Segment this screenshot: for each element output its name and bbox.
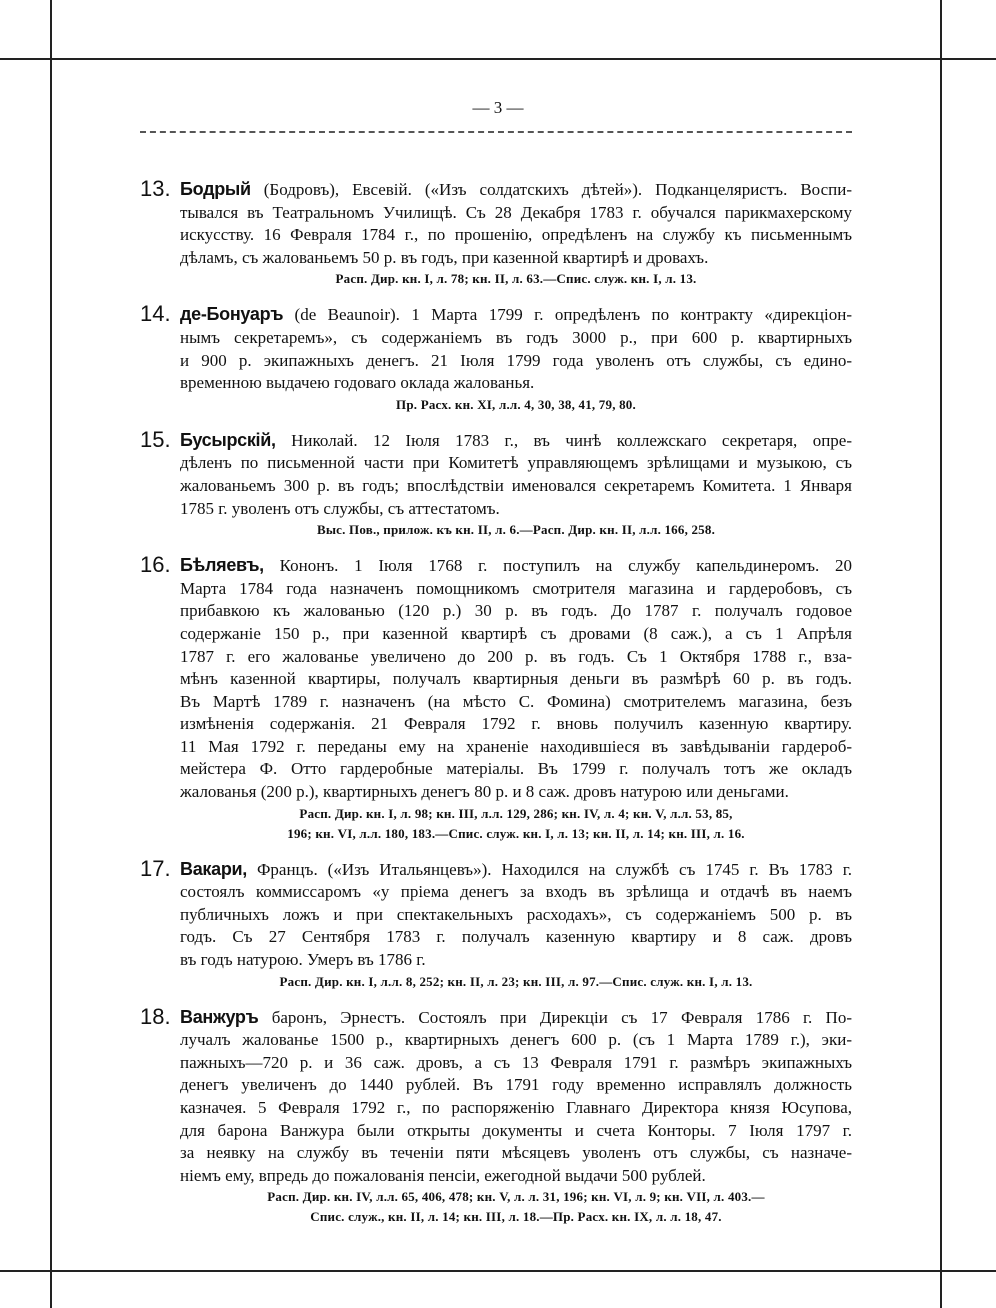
- biography-entry: [140, 855, 852, 992]
- entry-number: 14.: [140, 301, 171, 327]
- entry-line: [180, 858, 852, 882]
- entry-line: казначея. 5 Февраля 1792 г., по распоряженію Главнаго Директора князя Юсупова,: [180, 1098, 852, 1117]
- entry-line: [180, 1006, 852, 1030]
- entry-text: Францъ. («Изъ Итальянцевъ»). Находился на службѣ съ 1745 г. Въ 1783 г.: [247, 859, 852, 879]
- entry-line: жалованья (200 р.), квартирныхъ денегъ 80 р. и 8 саж. дровъ натурою или деньгами.: [180, 782, 789, 802]
- header-rule: [140, 131, 852, 136]
- page-number: — 3 —: [472, 98, 524, 117]
- entry-line: содержаніе 150 р., при казенной квартирѣ съ дровами (8 саж.), а съ 1 Апрѣля: [180, 623, 852, 643]
- entry-text: Николай. 12 Іюля 1783 г., въ чинѣ коллежскаго секретаря, опре-: [275, 430, 852, 450]
- source-reference: 196; кн. VI, л.л. 180, 183.—Спис. служ. кн. I, л. 13; кн. II, л. 14; кн. III, л. 16.: [287, 825, 745, 841]
- entry-number: 17.: [140, 855, 171, 881]
- document-body: [140, 178, 852, 1241]
- entry-line: годъ. Съ 27 Сентября 1783 г. получалъ казенную квартиру и 8 саж. дровъ: [180, 927, 852, 947]
- entry-line: 11 Мая 1792 г. переданы ему на храненіе находившіеся въ завѣдываніи гардероб-: [180, 736, 852, 756]
- entry-line: Въ Мартѣ 1789 г. назначенъ (на мѣсто С. Фомина) смотрителемъ магазина, безъ: [180, 691, 852, 711]
- entry-line: денегъ увеличенъ до 1440 рублей. Въ 1791 году временно исправлялъ должность: [180, 1075, 852, 1095]
- entry-line: искусству. 16 Февраля 1784 г., по прошенію, опредѣленъ на службу къ письменнымъ: [180, 225, 852, 245]
- source-reference: Пр. Расх. кн. XI, л.л. 4, 30, 38, 41, 79, 80.: [396, 396, 636, 412]
- source-reference: Расп. Дир. кн. I, л. 98; кн. III, л.л. 129, 286; кн. IV, л. 4; кн. V, л.л. 53, 85,: [299, 805, 733, 821]
- entry-name: де-Бонуаръ: [180, 304, 284, 325]
- entry-line: въ годъ натурою. Умеръ въ 1786 г.: [180, 950, 426, 970]
- entry-number: 18.: [140, 1003, 171, 1029]
- entry-line: Марта 1784 года назначенъ помощникомъ смотрителя магазина и гардеробовъ, съ: [180, 578, 852, 598]
- entry-text: (Бодровъ), Евсевій. («Изъ солдатскихъ дѣтей»). Подканцеляристъ. Воспи-: [250, 180, 852, 199]
- entry-number: 13.: [140, 176, 171, 201]
- entry-line: публичныхъ ложъ и при спектакельныхъ расходахъ», съ содержаніемъ 500 р. въ: [180, 904, 852, 924]
- entry-line: пажныхъ—720 р. и 36 саж. дровъ, а съ 13 Февраля 1791 г. размѣръ экипажныхъ: [180, 1052, 852, 1072]
- entry-line: состоялъ коммиссаромъ «у пріема денегъ за входъ въ зрѣлища и отдачѣ въ наемъ: [180, 882, 852, 902]
- entry-line: за неявку на службу въ теченіи пяти мѣсяцевъ уволенъ отъ службы, съ назначе-: [180, 1143, 852, 1163]
- right-border-line: [940, 0, 942, 1308]
- entry-line: [180, 178, 852, 202]
- entry-line: 1787 г. его жалованье увеличено до 200 р. въ годъ. Съ 1 Октября 1788 г., вза-: [180, 646, 852, 666]
- source-reference: Расп. Дир. кн. IV, л.л. 65, 406, 478; кн. V, л. л. 31, 196; кн. VI, л. 9; кн. VII, л. 403.—: [267, 1189, 765, 1205]
- entry-line: мѣнъ казенной квартиры, получалъ квартирныя деньги въ размѣрѣ 60 р. въ годъ.: [180, 669, 852, 689]
- entry-number: 16.: [140, 552, 171, 578]
- entry-line: 1785 г. уволенъ отъ службы, съ аттестатомъ.: [180, 498, 500, 518]
- entry-line: для барона Ванжура были открыты документы и счета Конторы. 7 Іюля 1797 г.: [180, 1120, 852, 1140]
- source-reference: Выс. Пов., прилож. къ кн. II, л. 6.—Расп. Дир. кн. II, л.л. 166, 258.: [316, 522, 716, 538]
- source-reference: Спис. служ., кн. II, л. 14; кн. III, л. 18.—Пр. Расх. кн. IX, л. л. 18, 47.: [310, 1209, 722, 1225]
- entry-text: баронъ, Эрнестъ. Состоялъ при Дирекціи съ 17 Февраля 1786 г. По-: [258, 1007, 852, 1027]
- entry-line: [180, 554, 852, 578]
- entry-line: временною выдачею годоваго оклада жалованья.: [180, 373, 535, 393]
- entry-line: жалованьемъ 300 р. въ годъ; впослѣдствіи именовался секретаремъ Комитета. 1 Января: [180, 475, 852, 495]
- source-reference: Расп. Дир. кн. I, л. 78; кн. II, л. 63.—Спис. служ. кн. I, л. 13.: [335, 271, 697, 287]
- entry-line: тывался въ Театральномъ Училищѣ. Съ 28 Декабря 1783 г. обучался парикмахерскому: [180, 202, 852, 222]
- biography-entry: [140, 303, 852, 414]
- entry-line: [180, 303, 852, 327]
- entry-line: мейстера Ф. Отто гардеробные матеріалы. Въ 1799 г. получалъ тотъ же окладъ: [180, 759, 852, 779]
- entry-name: Ванжуръ: [180, 1006, 259, 1027]
- entry-name: Бѣляевъ,: [180, 555, 264, 576]
- entry-line: ніемъ ему, впредь до пожалованія пенсіи, ежегодной выдачи 500 рублей.: [180, 1165, 706, 1185]
- left-border-line: [50, 0, 52, 1308]
- entry-name: Бодрый: [180, 179, 251, 199]
- biography-entry: [140, 1003, 852, 1228]
- biography-entry: [140, 554, 852, 844]
- entry-line: нымъ секретаремъ», съ содержаніемъ въ годъ 3000 р., при 600 р. квартирныхъ: [180, 327, 852, 347]
- biography-entry: [140, 178, 852, 289]
- entry-text: (de Beaunoir). 1 Марта 1799 г. опредѣленъ по контракту «дирекціон-: [283, 305, 852, 325]
- entry-line: [180, 429, 852, 453]
- entry-name: Бусырскій,: [180, 429, 276, 450]
- entry-line: дѣламъ, съ жалованьемъ 50 р. въ годъ, при казенной квартирѣ и дровахъ.: [180, 247, 709, 267]
- top-border-line: [0, 58, 996, 60]
- entry-line: прибавкою къ жалованью (120 р.) 30 р. въ годъ. До 1787 г. получалъ годовое: [180, 601, 852, 621]
- source-reference: Расп. Дир. кн. I, л.л. 8, 252; кн. II, л. 23; кн. III, л. 97.—Спис. служ. кн. I, л. 13.: [279, 973, 753, 989]
- entry-text: Кононъ. 1 Іюля 1768 г. поступилъ на службу капельдинеромъ. 20: [263, 556, 852, 576]
- entry-line: и 900 р. экипажныхъ денегъ. 21 Іюля 1799 года уволенъ отъ службы, съ едино-: [180, 350, 852, 370]
- entry-name: Вакари,: [180, 858, 247, 879]
- entry-number: 15.: [140, 426, 171, 452]
- biography-entry: [140, 426, 852, 540]
- entry-line: дѣленъ по письменной части при Комитетѣ управляющемъ зрѣлищами и музыкою, съ: [180, 453, 852, 473]
- entry-line: измѣненія содержанія. 21 Февраля 1792 г. вновь получилъ казенную квартиру.: [180, 714, 852, 734]
- bottom-border-line: [0, 1270, 996, 1272]
- entry-line: лучалъ жалованье 1500 р., квартирныхъ денегъ 600 р. (съ 1 Марта 1789 г.), эки-: [180, 1030, 852, 1050]
